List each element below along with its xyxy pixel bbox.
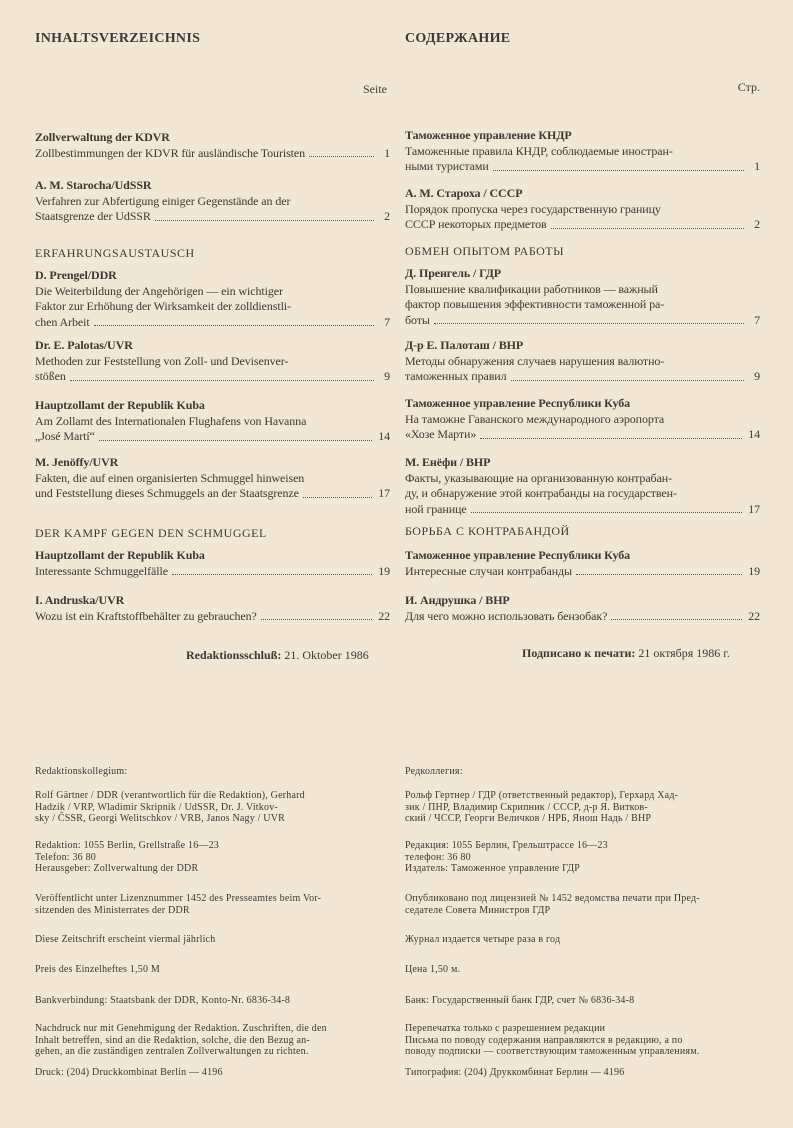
dot-leader (155, 220, 374, 221)
entry-last-line (405, 313, 760, 329)
dot-leader (551, 228, 744, 229)
section-heading: БОРЬБА С КОНТРАБАНДОЙ (405, 524, 570, 538)
imprint-address (35, 840, 395, 875)
entry-title-line: Интересные случаи контрабанды (405, 563, 572, 578)
toc-entry (35, 268, 390, 330)
imprint-line: Herausgeber: Zollverwaltung der DDR (35, 863, 199, 874)
entry-last-line (405, 564, 760, 580)
entry-title-line: Methoden zur Feststellung von Zoll- und Devisenver- (35, 353, 289, 368)
imprint-line: Перепечатка только с разрешением редакции (405, 1023, 606, 1034)
entry-title-line: Die Weiterbildung der Angehörigen — ein wichtiger (35, 283, 283, 298)
dot-leader (576, 574, 742, 575)
entry-title-line: На таможне Гаванского международного аэропорта (405, 411, 665, 426)
dot-leader (511, 380, 744, 381)
entry-title-line: Повышение квалификации работников — важный (405, 281, 658, 296)
imprint-license (35, 893, 395, 916)
page-label-de: Seite (363, 82, 387, 96)
entry-page-number: 9 (754, 369, 760, 383)
entry-title-line: «Хозе Марти» (405, 427, 477, 441)
toc-entry (35, 398, 390, 445)
entry-page-number: 17 (378, 486, 390, 500)
imprint-reprint (405, 1023, 765, 1058)
entry-title-line: боты (405, 312, 430, 327)
entry-page-number: 14 (748, 427, 760, 441)
entry-title-line: Staatsgrenze der UdSSR (35, 209, 151, 223)
dot-leader (261, 619, 372, 620)
entry-author: Д-р Е. Палоташ / ВНР (405, 338, 524, 352)
imprint-line: Издатель: Таможенное управление ГДР (405, 863, 580, 874)
entry-title-line: Методы обнаружения случаев нарушения валютно- (405, 353, 665, 368)
dot-leader (99, 440, 372, 441)
imprint-price: Preis des Einzelheftes 1,50 M (35, 964, 160, 975)
entry-title-line: chen Arbeit (35, 314, 90, 329)
imprint-print: Типография: (204) Друккомбинат Берлин — 4196 (405, 1067, 625, 1078)
imprint-board-label: Redaktionskollegium: (35, 766, 128, 777)
entry-title-line: СССР некоторых предметов (405, 217, 547, 231)
closing-date: 21. Oktober 1986 (284, 648, 369, 662)
dot-leader (303, 497, 372, 498)
toc-entry (405, 186, 760, 233)
dot-leader (94, 325, 374, 326)
imprint-price: Цена 1,50 м. (405, 964, 461, 975)
entry-author: I. Andruska/UVR (35, 593, 125, 607)
toc-entry (35, 178, 390, 225)
entry-author: Таможенное управление КНДР (405, 128, 572, 142)
entry-author: Dr. E. Palotas/UVR (35, 338, 133, 352)
entry-last-line (35, 146, 390, 162)
entry-title-line: ными туристами (405, 159, 489, 173)
entry-title-line: Am Zollamt des Internationalen Flughafens von Havanna (35, 413, 307, 428)
imprint-line: Telefon: 36 80 (35, 851, 96, 863)
imprint-address (405, 840, 765, 875)
entry-last-line (405, 427, 760, 443)
entry-last-line (35, 429, 390, 445)
entry-title-line: Fakten, die auf einen organisierten Schmuggel hinweisen (35, 470, 305, 485)
imprint-line: Hadzik / VRP, Wladimir Skripnik / UdSSR, Dr. J. Vitkov- (35, 801, 278, 813)
entry-author: Hauptzollamt der Republik Kuba (35, 398, 205, 412)
entry-title-line: Для чего можно использовать бензобак? (405, 608, 608, 623)
dot-leader (471, 512, 743, 513)
toc-entry (35, 593, 390, 624)
entry-title-line: Interessante Schmuggelfälle (35, 563, 168, 578)
entry-last-line (405, 159, 760, 175)
entry-page-number: 14 (378, 429, 390, 443)
imprint-frequency: Журнал издается четыре раза в год (405, 934, 561, 945)
entry-title-line: Verfahren zur Abfertigung einiger Gegenstände an der (35, 193, 291, 208)
entry-page-number: 19 (748, 563, 760, 578)
imprint-license (405, 893, 765, 916)
entry-last-line (405, 369, 760, 385)
entry-title-line: Таможенные правила КНДР, соблюдаемые иностран- (405, 143, 673, 158)
entry-title-line: Faktor zur Erhöhung der Wirksamkeit der zolldienstli- (35, 299, 291, 313)
imprint-line: Rolf Gärtner / DDR (verantwortlich für die Redaktion), Gerhard (35, 790, 305, 801)
toc-entry (405, 128, 760, 175)
imprint-line: sitzenden des Ministerrates der DDR (35, 904, 190, 916)
entry-author: И. Андрушка / ВНР (405, 593, 510, 607)
entry-last-line (35, 369, 390, 385)
entry-last-line (405, 609, 760, 625)
entry-author: A. M. Starocha/UdSSR (35, 178, 152, 192)
toc-entry (35, 130, 390, 161)
entry-last-line (405, 217, 760, 233)
dot-leader (70, 380, 374, 381)
closing-label: Подписано к печати: (522, 646, 636, 660)
entry-title-line: Факты, указывающие на организованную контрабан- (405, 470, 673, 485)
imprint-bank: Bankverbindung: Staatsbank der DDR, Konto-Nr. 6836-34-8 (35, 995, 291, 1006)
imprint-line: телефон: 36 80 (405, 851, 471, 863)
entry-author: А. М. Староха / СССР (405, 186, 523, 200)
entry-page-number: 22 (378, 608, 390, 623)
entry-page-number: 7 (754, 312, 760, 327)
entry-page-number: 1 (384, 145, 390, 160)
imprint-line: sky / ČSSR, Georgi Welitschkov / VRB, Janos Nagy / UVR (35, 813, 286, 824)
dot-leader (480, 438, 742, 439)
entry-author: Hauptzollamt der Republik Kuba (35, 548, 205, 562)
imprint-board (405, 790, 765, 825)
toc-entry (405, 338, 760, 385)
closing-label: Redaktionsschluß: (186, 648, 282, 662)
entry-title-line: ду, и обнаружение этой контрабанды на государствен- (405, 486, 677, 500)
imprint-reprint (35, 1023, 395, 1058)
dot-leader (434, 323, 744, 324)
toc-entry (405, 396, 760, 443)
page-label-ru: Стр. (737, 80, 760, 94)
imprint-line: gehen, an die zuständigen zentralen Zollverwaltungen zu richten. (35, 1046, 309, 1057)
entry-page-number: 9 (384, 369, 390, 383)
toc-entry (405, 266, 760, 328)
entry-title-line: stößen (35, 369, 66, 383)
entry-title-line: Порядок пропуска через государственную границу (405, 201, 661, 216)
section-heading: DER KAMPF GEGEN DEN SCHMUGGEL (35, 526, 267, 540)
dot-leader (172, 574, 372, 575)
imprint-line: Redaktion: 1055 Berlin, Grellstraße 16—23 (35, 840, 220, 851)
entry-last-line (35, 486, 390, 502)
section-heading: ОБМЕН ОПЫТОМ РАБОТЫ (405, 244, 565, 258)
entry-author: Д. Пренгель / ГДР (405, 266, 501, 280)
imprint-line: Письма по поводу содержания направляются в редакцию, а по (405, 1034, 683, 1046)
entry-title-line: фактор повышения эффективности таможенной ра- (405, 297, 665, 311)
entry-page-number: 2 (754, 217, 760, 231)
imprint-line: Nachdruck nur mit Genehmigung der Redaktion. Zuschriften, die den (35, 1023, 327, 1034)
toc-entry (405, 548, 760, 579)
entry-title-line: und Feststellung dieses Schmuggels an der Staatsgrenze (35, 486, 299, 500)
heading-de: INHALTSVERZEICHNIS (35, 31, 201, 46)
imprint-print: Druck: (204) Druckkombinat Berlin — 4196 (35, 1067, 223, 1078)
entry-title-line: „José Martí“ (35, 429, 95, 443)
closing-date-line (186, 648, 369, 664)
entry-last-line (35, 609, 390, 625)
entry-author: Таможенное управление Республики Куба (405, 548, 631, 562)
entry-author: Zollverwaltung der KDVR (35, 130, 170, 144)
imprint-line: седателе Совета Министров ГДР (405, 904, 551, 916)
entry-title-line: таможенных правил (405, 369, 507, 383)
imprint-line: Рольф Гертнер / ГДР (ответственный редактор), Герхард Хад- (405, 790, 679, 801)
imprint-line: Veröffentlicht unter Lizenznummer 1452 des Presseamtes beim Vor- (35, 893, 322, 904)
section-heading: ERFAHRUNGSAUSTAUSCH (35, 246, 195, 260)
entry-last-line (35, 315, 390, 331)
imprint-line: Опубликовано под лицензией № 1452 ведомства печати при Пред- (405, 893, 700, 904)
entry-author: M. Jenöffy/UVR (35, 455, 119, 469)
entry-title-line: ной границе (405, 501, 467, 516)
imprint-line: Inhalt betreffen, sind an die Redaktion, solche, die den Bezug an- (35, 1034, 310, 1046)
entry-author: Таможенное управление Республики Куба (405, 396, 631, 410)
closing-date-line (522, 646, 730, 662)
toc-entry (35, 338, 390, 385)
entry-page-number: 22 (748, 608, 760, 623)
entry-page-number: 19 (378, 563, 390, 578)
entry-author: М. Енёфи / ВНР (405, 455, 491, 469)
imprint-line: зик / ПНР, Владимир Скрипник / СССР, д-р Я. Витков- (405, 801, 648, 813)
entry-title-line: Zollbestimmungen der KDVR für ausländische Touristen (35, 145, 306, 160)
entry-author: D. Prengel/DDR (35, 268, 117, 282)
imprint-line: поводу подписки — соответствующим таможенным управлениям. (405, 1046, 700, 1057)
imprint-bank: Банк: Государственный банк ГДР, счет № 6836-34-8 (405, 995, 635, 1006)
imprint-board-label: Редколлегия: (405, 766, 463, 777)
entry-title-line: Wozu ist ein Kraftstoffbehälter zu gebrauchen? (35, 608, 257, 623)
closing-date: 21 октября 1986 г. (638, 646, 730, 660)
imprint-board (35, 790, 395, 825)
toc-entry (405, 593, 760, 624)
entry-page-number: 17 (748, 501, 760, 516)
imprint-frequency: Diese Zeitschrift erscheint viermal jährlich (35, 934, 216, 945)
entry-last-line (405, 502, 760, 518)
dot-leader (611, 619, 742, 620)
entry-page-number: 2 (384, 209, 390, 223)
dot-leader (493, 170, 744, 171)
toc-entry (35, 548, 390, 579)
toc-entry (35, 455, 390, 502)
heading-ru: СОДЕРЖАНИЕ (405, 31, 511, 46)
dot-leader (309, 156, 374, 157)
toc-entry (405, 455, 760, 517)
entry-page-number: 1 (754, 159, 760, 173)
entry-page-number: 7 (384, 314, 390, 329)
entry-last-line (35, 564, 390, 580)
imprint-line: ский / ЧССР, Георги Величков / НРБ, Янош Надь / ВНР (405, 813, 652, 824)
imprint-line: Редакция: 1055 Берлин, Грельштрассе 16—23 (405, 840, 608, 851)
entry-last-line (35, 209, 390, 225)
